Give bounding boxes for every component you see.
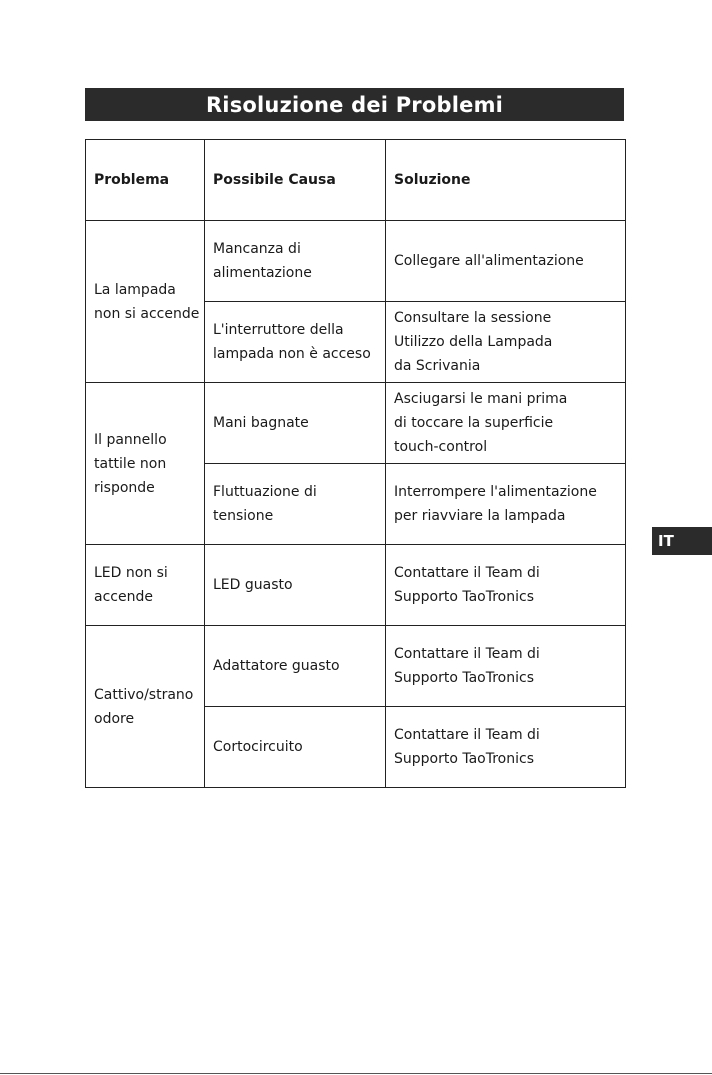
cause-cell: Mani bagnate [205,383,386,464]
table-row [86,545,626,626]
language-tab: IT [652,527,712,555]
solution-cell: Contattare il Team di Supporto TaoTronics [386,707,626,788]
table-header-row [86,140,626,221]
solution-cell: Asciugarsi le mani prima di toccare la superficie touch-control [386,383,626,464]
cause-cell: LED guasto [205,545,386,626]
solution-cell: Contattare il Team di Supporto TaoTronics [386,545,626,626]
page-title: Risoluzione dei Problemi [205,92,504,117]
header-solution: Soluzione [386,140,626,221]
problem-cell: Cattivo/strano odore [86,626,205,788]
cause-cell: Fluttuazione di tensione [205,464,386,545]
cause-cell: Adattatore guasto [205,626,386,707]
table-row [86,626,626,707]
solution-cell: Collegare all'alimentazione [386,221,626,302]
solution-cell: Consultare la sessione Utilizzo della Lampada da Scrivania [386,302,626,383]
cause-cell: Mancanza di alimentazione [205,221,386,302]
problem-cell: LED non si accende [86,545,205,626]
cause-cell: Cortocircuito [205,707,386,788]
cause-cell: L'interruttore della lampada non è acceso [205,302,386,383]
table-row [86,221,626,302]
troubleshooting-table [85,139,626,788]
page-bottom-divider [0,1073,712,1074]
header-problem: Problema [86,140,205,221]
header-cause: Possibile Causa [205,140,386,221]
problem-cell: Il pannello tattile non risponde [86,383,205,545]
solution-cell: Contattare il Team di Supporto TaoTronics [386,626,626,707]
solution-cell: Interrompere l'alimentazione per riavviare la lampada [386,464,626,545]
problem-cell: La lampada non si accende [86,221,205,383]
table-row [86,383,626,464]
title-bar [85,88,624,121]
